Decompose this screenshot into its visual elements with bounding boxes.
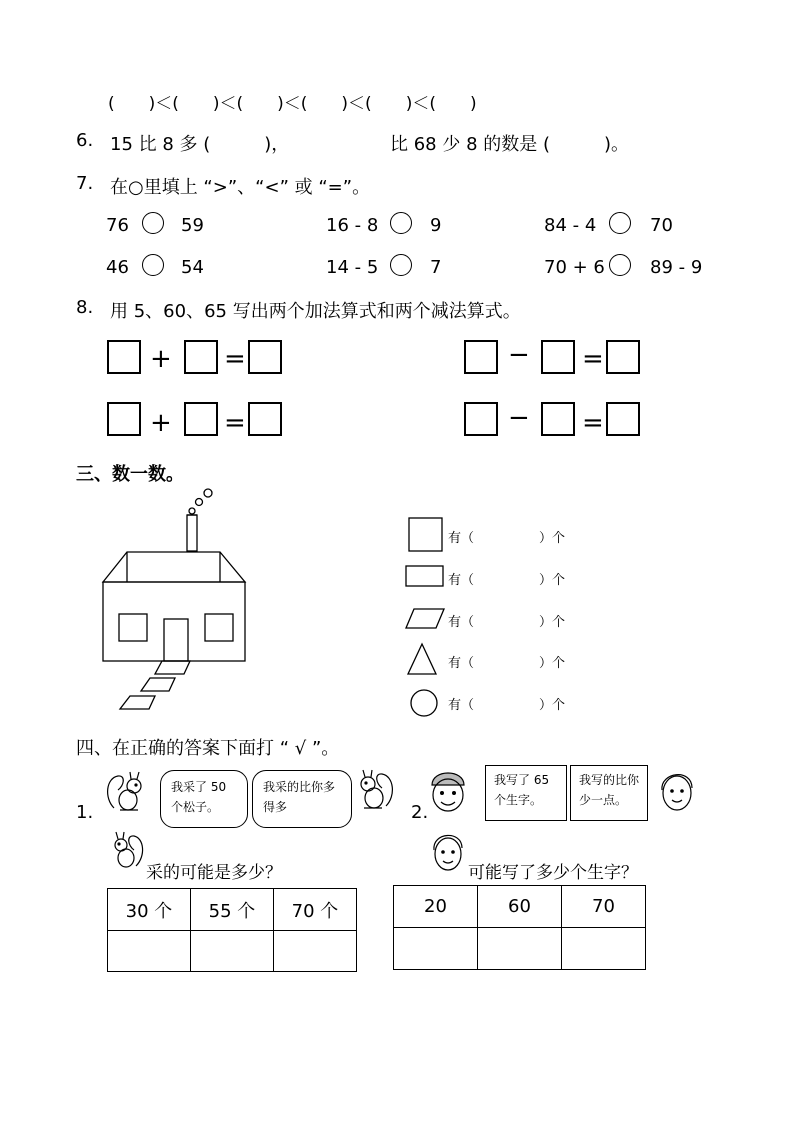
q7-right-value: 9	[430, 215, 442, 236]
triangle-icon	[406, 642, 438, 676]
parallelogram-icon	[404, 607, 446, 631]
answer-box[interactable]	[184, 340, 218, 374]
q7-instruction: 在○里填上 “>”、“<” 或 “=”。	[110, 177, 371, 198]
q2-option: 60	[478, 886, 562, 928]
q7-right-value: 7	[430, 257, 442, 278]
squirrel-icon	[110, 828, 146, 874]
answer-box[interactable]	[248, 340, 282, 374]
q7-left-value: 16 - 8	[326, 215, 379, 236]
q8-instruction: 用 5、60、65 写出两个加法算式和两个减法算式。	[110, 301, 521, 322]
q2-option: 70	[562, 886, 646, 928]
q1-question: 采的可能是多少？	[146, 863, 282, 883]
q2-answer-table	[393, 885, 646, 970]
equals-sign: =	[224, 344, 246, 374]
comparison-chain: ( )＜( )＜( )＜( )＜( )＜( )	[108, 94, 477, 114]
q1-option: 30 个	[108, 889, 191, 931]
section4-title: 四、在正确的答案下面打 “ √ ”。	[76, 738, 340, 759]
q7-right-value: 54	[181, 257, 204, 278]
answer-box[interactable]	[107, 402, 141, 436]
q2-number: 2.	[411, 802, 429, 823]
squirrel-icon	[356, 766, 396, 814]
q7-left-value: 46	[106, 257, 129, 278]
answer-box[interactable]	[464, 402, 498, 436]
answer-box[interactable]	[464, 340, 498, 374]
q7-left-value: 76	[106, 215, 129, 236]
section3-title: 三、数一数。	[76, 464, 184, 485]
minus-sign: −	[508, 340, 530, 370]
speech-bubble-2: 我采的比你多得多	[252, 770, 352, 828]
house-drawing	[95, 485, 265, 715]
rectangle-icon	[405, 565, 445, 589]
q1-option: 70 个	[274, 889, 357, 931]
shape-count-label: 有（ ）个	[448, 531, 566, 546]
compare-circle[interactable]	[609, 212, 631, 234]
answer-box[interactable]	[606, 402, 640, 436]
speech-bubble-1: 我采了 50 个松子。	[160, 770, 248, 828]
check-cell[interactable]	[108, 931, 191, 972]
q6-part1: 15 比 8 多 ( )，	[110, 134, 290, 155]
q1-number: 1.	[76, 802, 94, 823]
answer-box[interactable]	[541, 340, 575, 374]
compare-circle[interactable]	[609, 254, 631, 276]
q7-left-value: 84 - 4	[544, 215, 597, 236]
q2-option: 20	[394, 886, 478, 928]
compare-circle[interactable]	[142, 212, 164, 234]
q1-option: 55 个	[191, 889, 274, 931]
q8-number: 8.	[76, 297, 94, 318]
squirrel-icon	[104, 768, 148, 816]
q7-left-value: 70 + 6	[544, 257, 605, 278]
compare-circle[interactable]	[142, 254, 164, 276]
check-cell[interactable]	[478, 928, 562, 970]
girl-face-icon	[658, 766, 696, 814]
q6-part2: 比 68 少 8 的数是 ( )。	[390, 134, 630, 155]
girl-face-icon	[430, 828, 466, 874]
q1-answer-table	[107, 888, 357, 972]
q7-number: 7.	[76, 173, 94, 194]
answer-box[interactable]	[248, 402, 282, 436]
equals-sign: =	[582, 344, 604, 374]
check-cell[interactable]	[191, 931, 274, 972]
answer-box[interactable]	[541, 402, 575, 436]
q7-right-value: 89 - 9	[650, 257, 703, 278]
plus-sign: +	[150, 408, 172, 438]
equals-sign: =	[224, 408, 246, 438]
speech-box-2: 我写的比你少一点。	[570, 765, 648, 821]
boy-with-cap-icon	[428, 765, 470, 815]
shape-count-label: 有（ ）个	[448, 615, 566, 630]
shape-count-label: 有（ ）个	[448, 698, 566, 713]
compare-circle[interactable]	[390, 212, 412, 234]
check-cell[interactable]	[394, 928, 478, 970]
q7-right-value: 59	[181, 215, 204, 236]
answer-box[interactable]	[107, 340, 141, 374]
answer-box[interactable]	[606, 340, 640, 374]
check-cell[interactable]	[274, 931, 357, 972]
shape-count-label: 有（ ）个	[448, 573, 566, 588]
check-cell[interactable]	[562, 928, 646, 970]
plus-sign: +	[150, 344, 172, 374]
q7-right-value: 70	[650, 215, 673, 236]
equals-sign: =	[582, 408, 604, 438]
answer-box[interactable]	[184, 402, 218, 436]
square-icon	[408, 517, 444, 553]
speech-box-1: 我写了 65 个生字。	[485, 765, 567, 821]
compare-circle[interactable]	[390, 254, 412, 276]
q7-left-value: 14 - 5	[326, 257, 379, 278]
q6-number: 6.	[76, 130, 94, 151]
circle-icon	[409, 688, 439, 718]
shape-count-label: 有（ ）个	[448, 656, 566, 671]
minus-sign: −	[508, 403, 530, 433]
q2-question: 可能写了多少个生字？	[468, 863, 638, 883]
